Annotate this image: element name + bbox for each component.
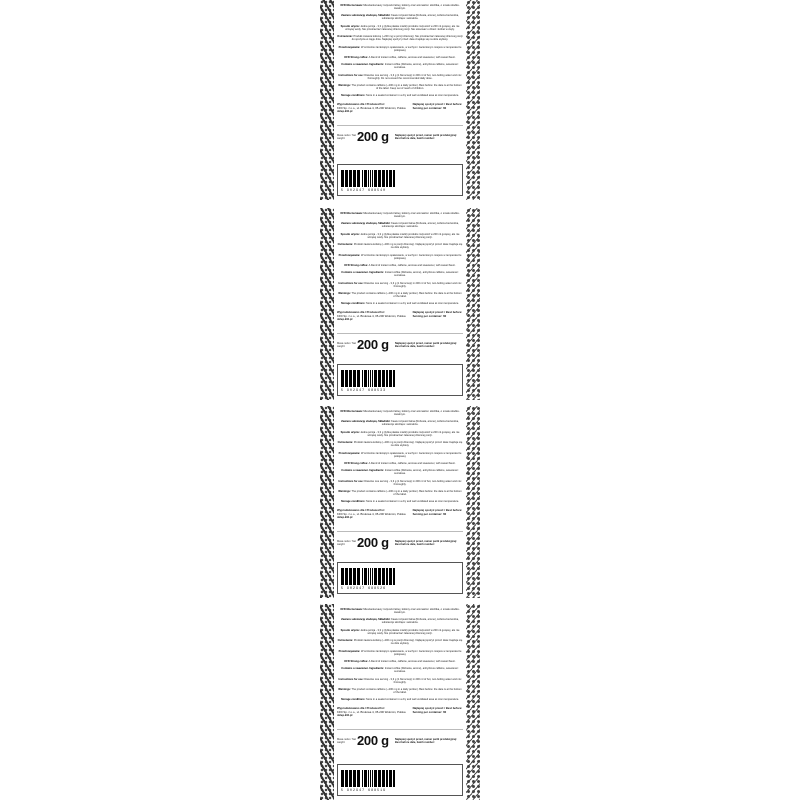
pl-product-desc: KFD Mocna kawa: Mieszanka kawy rozpuszczalnej, kofeiny oraz aromatów i słodzika, o smaku słodko-kwaśnym.	[340, 410, 460, 417]
en-warnings: Warnings: The product contains caffeine (~200 mg in a daily portion). Best before: the date is at the bottom of the label. Keep out of reach of children.	[338, 83, 462, 90]
weight-row	[337, 333, 463, 352]
pl-product-desc: KFD Mocna kawa: Mieszanka kawy rozpuszczalnej, kofeiny oraz aromatów i słodzika, o smaku słodko-kwaśnym.	[340, 4, 460, 11]
pl-usage: Sposób użycia: Jedna porcja - 3,3 g (łyżka płaska miarki) produktu rozpuścić w 200 ml gorącej, ale nie wrzącej wody. Nie przekraczać zalecanej dziennej porcji.	[340, 430, 460, 437]
en-instructions: Instructions for use: Dissolve one serving - 3,3 g (1 flat scoop) in 200 ml of hot, non-boiling water and mix thoroughly.	[338, 677, 462, 684]
product-label	[320, 604, 480, 800]
pl-warning: Ostrzeżenie: Produkt zawiera kofeinę (~200 mg w porcji dziennej). Najlepiej spożyć przed: data znajduje się na dole etykiety.	[337, 243, 463, 250]
producer-info: Wyprodukowano dla / Produced for: KFD Sp. z o.o., ul. Brukowa 4, 05-200 Wołomin, Polska sklep.kfd.pl	[337, 310, 406, 321]
label-panel	[334, 208, 466, 400]
product-label	[320, 406, 480, 598]
producer-row	[337, 311, 463, 321]
en-product-desc: KFD Strong coffee: A blend of instant coffee, caffeine, aromas and sweetener, with sweet flavor.	[344, 55, 456, 59]
en-product-desc: KFD Strong coffee: A blend of instant coffee, caffeine, aromas and sweetener, with sweet flavor.	[344, 263, 456, 267]
net-weight-label: Masa netto / Net weight:	[337, 133, 357, 140]
pl-ingredients: Zawiera substancję słodzącą. Składniki: Kawa rozpuszczalna (Robusta, arome), kofeina bezwodna, substancje słodzące: sukraloza.	[341, 618, 459, 625]
label-panel	[334, 604, 466, 800]
best-before-note: Najlepiej spożyć przed: / Best before: Serving per container: 60	[412, 102, 463, 110]
weight-row	[337, 125, 463, 144]
barcode	[341, 568, 395, 590]
pl-product-desc: KFD Mocna kawa: Mieszanka kawy rozpuszczalnej, kofeiny oraz aromatów i słodzika, o smaku słodko-kwaśnym.	[340, 212, 460, 219]
pl-storage: Przechowywanie: W szczelnie zamkniętym opakowaniu, w suchym i zacienionym miejscu w temperaturze pokojowej.	[338, 451, 462, 458]
en-storage: Storage conditions: Store in a sealed container in a dry and well ventilated area at room temperature.	[340, 500, 460, 504]
barcode-bar	[355, 170, 356, 187]
en-product-desc: KFD Strong coffee: A blend of instant coffee, caffeine, aromas and sweetener, with sweet flavor.	[344, 659, 456, 663]
pattern-edge-right	[466, 208, 480, 400]
net-weight-value: 200 g	[357, 535, 389, 551]
barcode-number: 5 902947 688540	[341, 188, 387, 192]
label-panel	[334, 406, 466, 598]
pl-ingredients: Zawiera substancję słodzącą. Składniki: Kawa rozpuszczalna (Robusta, arome), kofeina bezwodna, substancje słodzące: sukraloza.	[341, 222, 459, 229]
barcode-bar	[366, 770, 367, 787]
pl-warning: Ostrzeżenie: Produkt zawiera kofeinę (~200 mg w porcji dziennej). Najlepiej spożyć przed: data znajduje się na dole etykiety.	[337, 639, 463, 646]
weight-row	[337, 531, 463, 550]
en-storage: Storage conditions: Store in a sealed container in a dry and well ventilated area at room temperature.	[340, 698, 460, 702]
barcode	[341, 170, 395, 192]
barcode-bar	[343, 568, 344, 585]
best-before-note: Najlepiej spożyć przed: / Best before: Serving per container: 60	[412, 508, 463, 516]
pl-storage: Przechowywanie: W szczelnie zamkniętym opakowaniu, w suchym i zacienionym miejscu w temperaturze pokojowej.	[338, 649, 462, 656]
barcode-bar	[359, 568, 360, 585]
barcode-bar	[364, 170, 365, 187]
barcode-bar	[364, 568, 365, 585]
net-weight-label: Masa netto / Net weight:	[337, 737, 357, 744]
en-product-desc: KFD Strong coffee: A blend of instant coffee, caffeine, aromas and sweetener, with sweet flavor.	[344, 461, 456, 465]
batch-date-label: Najlepiej spożyć przed, numer partii produkcyjnej: Best before date, batch number:	[395, 133, 457, 140]
en-warnings: Warnings: The product contains caffeine (~200 mg in a daily portion). Best before: the date is at the bottom of the label.	[338, 489, 462, 496]
pl-warning: Ostrzeżenie: Produkt zawiera kofeinę (~200 mg w porcji dziennej). Najlepiej spożyć przed: data znajduje się na dole etykiety.	[337, 441, 463, 448]
pl-storage: Przechowywanie: W szczelnie zamkniętym opakowaniu, w suchym i zacienionym miejscu w temperaturze pokojowej.	[338, 45, 462, 52]
barcode-bar	[347, 370, 348, 387]
date-batch-box	[337, 364, 463, 396]
en-ingredients: Contains a sweetener. Ingredients: Instant coffee (Robusta, arome), anhydrous caffeine, sweetener: sucralose.	[341, 271, 459, 278]
pl-usage: Sposób użycia: Jedna porcja - 3,3 g (łyżka płaska miarki) produktu rozpuścić w 200 ml gorącej, ale nie wrzącej wody. Nie przekraczać zalecanej dziennej porcji.	[340, 628, 460, 635]
barcode-bar	[359, 170, 360, 187]
barcode-bars	[341, 170, 395, 187]
label-panel	[334, 0, 466, 200]
barcode-bar	[359, 770, 360, 787]
batch-date-label: Najlepiej spożyć przed, numer partii produkcyjnej: Best before date, batch number:	[395, 341, 457, 348]
pattern-edge-left	[320, 406, 334, 598]
barcode-bars	[341, 370, 395, 387]
barcode-bar	[387, 370, 388, 387]
barcode-bar	[347, 170, 348, 187]
barcode-bar	[355, 568, 356, 585]
pattern-edge-right	[466, 406, 480, 598]
best-before-note: Najlepiej spożyć przed: / Best before: Serving per container: 60	[412, 706, 463, 714]
pl-usage: Sposób użycia: Jedna porcja - 3,3 g (łyżka płaska miarki) produktu rozpuścić w 200 ml gorącej, ale nie wrzącej wody. Nie przekraczać zalecanej dziennej porcji.	[340, 232, 460, 239]
best-before-note: Najlepiej spożyć przed: / Best before: Serving per container: 60	[412, 310, 463, 318]
producer-row	[337, 509, 463, 519]
en-instructions: Instructions for use: Dissolve one serving - 3,3 g (1 flat scoop) in 200 ml of hot, non-boiling water and mix thoroughly.	[338, 479, 462, 486]
batch-date-label: Najlepiej spożyć przed, numer partii produkcyjnej: Best before date, batch number:	[395, 539, 457, 546]
barcode-bar	[364, 770, 365, 787]
barcode-number: 5 902947 688519	[341, 788, 387, 792]
product-label	[320, 0, 480, 200]
date-batch-box	[337, 164, 463, 196]
barcode-bars	[341, 568, 395, 585]
product-label	[320, 208, 480, 400]
net-weight-label: Masa netto / Net weight:	[337, 539, 357, 546]
en-instructions: Instructions for use: Dissolve one serving - 3,3 g (1 flat scoop) in 200 ml of hot, non-boiling water and mix thoroughly.	[338, 281, 462, 288]
barcode-bar	[347, 770, 348, 787]
pattern-edge-left	[320, 208, 334, 400]
en-warnings: Warnings: The product contains caffeine (~200 mg in a daily portion). Best before: the date is at the bottom of the label.	[338, 291, 462, 298]
pl-usage: Sposób użycia: Jedna porcja - 3,3 g (łyżka płaska miarki) produktu rozpuścić w 200 ml gorącej, ale nie wrzącej wody. Nie przekraczać zalecanej dziennej porcji. Nie stosować u dzieci i kobiet w ciąży.	[340, 24, 460, 31]
weight-row	[337, 729, 463, 748]
barcode	[341, 370, 395, 392]
batch-date-label: Najlepiej spożyć przed, numer partii produkcyjnej: Best before date, batch number:	[395, 737, 457, 744]
en-storage: Storage conditions: Store in a sealed container in a dry and well ventilated area at room temperature.	[340, 302, 460, 306]
producer-info: Wyprodukowano dla / Produced for: KFD Sp. z o.o., ul. Brukowa 4, 05-200 Wołomin, Polska sklep.kfd.pl	[337, 508, 406, 519]
en-ingredients: Contains a sweetener. Ingredients: Instant coffee (Robusta, arome), anhydrous caffeine, sweetener: sucralose.	[341, 667, 459, 674]
pattern-edge-left	[320, 0, 334, 200]
date-batch-box	[337, 764, 463, 796]
pl-warning: Ostrzeżenie: Produkt zawiera kofeinę (~200 mg w porcji dziennej). Nie przekraczać zalecanej dziennej porcji do spożycia w ciągu dnia. Najlepiej spożyć przed: data znajduje się na dole etykiety.	[337, 35, 463, 42]
barcode-bar	[387, 170, 388, 187]
barcode-bar	[359, 370, 360, 387]
barcode-bar	[355, 370, 356, 387]
net-weight-label: Masa netto / Net weight:	[337, 341, 357, 348]
producer-info: Wyprodukowano dla / Produced for: KFD Sp. z o.o., ul. Brukowa 4, 05-200 Wołomin, Polska sklep.kfd.pl	[337, 102, 406, 113]
barcode-bar	[343, 370, 344, 387]
pl-ingredients: Zawiera substancję słodzącą. Składniki: Kawa rozpuszczalna (Robusta, arome), kofeina bezwodna, substancje słodzące: sukraloza.	[341, 420, 459, 427]
producer-info: Wyprodukowano dla / Produced for: KFD Sp. z o.o., ul. Brukowa 4, 05-200 Wołomin, Polska sklep.kfd.pl	[337, 706, 406, 717]
en-storage: Storage conditions: Store in a sealed container in a dry and well ventilated area at room temperature.	[340, 94, 460, 98]
producer-row	[337, 103, 463, 113]
en-warnings: Warnings: The product contains caffeine (~200 mg in a daily portion). Best before: the date is at the bottom of the label.	[338, 687, 462, 694]
en-ingredients: Contains a sweetener. Ingredients: Instant coffee (Robusta, arome), anhydrous caffeine, sweetener: sucralose.	[341, 469, 459, 476]
net-weight-value: 200 g	[357, 129, 389, 145]
pl-storage: Przechowywanie: W szczelnie zamkniętym opakowaniu, w suchym i zacienionym miejscu w temperaturze pokojowej.	[338, 253, 462, 260]
net-weight-value: 200 g	[357, 337, 389, 353]
en-instructions: Instructions for use: Dissolve one serving - 3,3 g (1 flat scoop) in 200 ml of hot, non-boiling water and mix thoroughly. Do not exceed the recommended daily dose.	[338, 73, 462, 80]
pattern-edge-right	[466, 604, 480, 800]
barcode-bar	[343, 770, 344, 787]
pl-ingredients: Zawiera substancję słodzącą. Składniki: Kawa rozpuszczalna (Robusta, arome), kofeina bezwodna, substancje słodzące: sukraloza.	[341, 14, 459, 21]
barcode-number: 5 902947 688526	[341, 586, 387, 590]
barcode-bar	[366, 170, 367, 187]
net-weight-value: 200 g	[357, 733, 389, 749]
barcode-bars	[341, 770, 395, 787]
barcode-bar	[387, 770, 388, 787]
producer-row	[337, 707, 463, 717]
barcode-bar	[343, 170, 344, 187]
barcode-bar	[347, 568, 348, 585]
barcode-bar	[387, 568, 388, 585]
barcode-number: 5 902947 688533	[341, 388, 387, 392]
en-ingredients: Contains a sweetener. Ingredients: Instant coffee (Robusta, arome), anhydrous caffeine, sweetener: sucralose.	[341, 63, 459, 70]
pattern-edge-left	[320, 604, 334, 800]
barcode-bar	[355, 770, 356, 787]
date-batch-box	[337, 562, 463, 594]
barcode-bar	[366, 370, 367, 387]
barcode	[341, 770, 395, 792]
barcode-bar	[366, 568, 367, 585]
pattern-edge-right	[466, 0, 480, 200]
pl-product-desc: KFD Mocna kawa: Mieszanka kawy rozpuszczalnej, kofeiny oraz aromatów i słodzika, o smaku słodko-kwaśnym.	[340, 608, 460, 615]
barcode-bar	[364, 370, 365, 387]
